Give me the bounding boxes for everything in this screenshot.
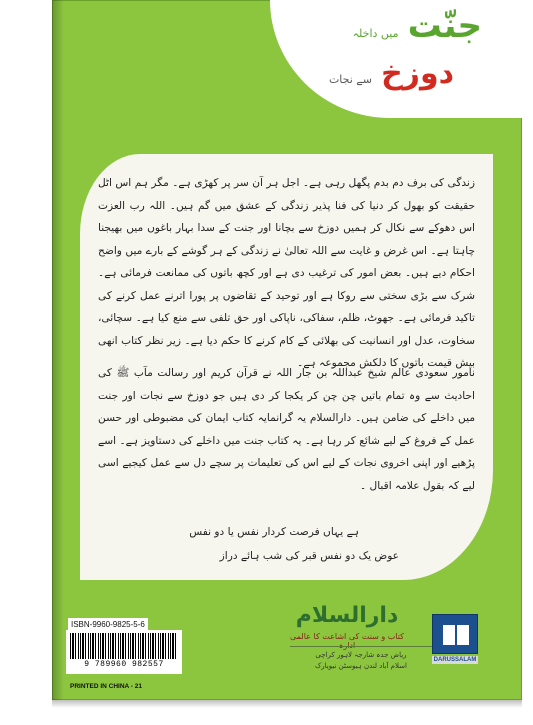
barcode-bars: [70, 633, 178, 659]
title-line-2: [329, 56, 454, 91]
title-dozakh: دوزخ: [381, 56, 454, 91]
title-jannat-suffix: میں داخلہ: [352, 27, 399, 40]
blurb-paragraph-1: زندگی کی برف دم بدم پگھل رہی ہے۔ اجل ہر آن سر پر کھڑی ہے۔ مگر ہم اس اٹل حقیقت کو بھول کر دنیا کی فنا پذیر زندگی کے عشق میں گم ہیں۔ اللہ رب العزت اس دھوکے سے نکال کر ہمیں دوزخ سے بچانا اور جنت کے سدا بہار باغوں میں بھیجنا چاہتا ہے۔ اس غرض و غایت سے اللہ تعالیٰ نے زندگی کے ہر گوشے کے بارے میں واضح احکام دیے ہیں۔ بعض امور کی ترغیب دی ہے اور کچھ باتوں کی ممانعت فرمائی ہے۔ شرک سے بڑی سختی سے روکا ہے اور توحید کے تقاضوں پر پورا اترنے عمل کرنے کی تاکید فرمائی ہے۔ جھوٹ، ظلم، سفاکی، ناپاکی اور حق تلفی سے منع کیا ہے۔ سچائی، سخاوت، عدل اور انسانیت کی بھلائی کے کام کرنے کا حکم دیا ہے۔ زیر نظر کتاب انھی بیش قیمت باتوں کا دلکش مجموعہ ہے۔: [98, 177, 475, 369]
title-dozakh-suffix: سے نجات: [328, 73, 372, 86]
publisher-logo: [432, 614, 478, 672]
logo-text: DARUSSALAM: [433, 657, 477, 663]
verse-line-1: ہے یہاں فرصت کردار نفس یا دو نفس: [189, 526, 359, 538]
publisher-cities-2: اسلام آباد لندن ہیوسٹن نیویارک: [315, 662, 407, 670]
logo-emblem: [432, 614, 478, 654]
book-icon: [443, 625, 469, 645]
barcode: [66, 630, 182, 674]
spine-shadow: [52, 0, 64, 700]
printed-in: PRINTED IN CHINA - 21: [70, 683, 142, 690]
blurb-panel: [80, 154, 493, 580]
verse-line-2: عوض یک دو نفس قبر کی شب ہائے دراز: [219, 550, 399, 562]
isbn-label: ISBN-9960-9825-5-6: [68, 618, 148, 631]
bottom-shadow: [52, 700, 522, 708]
barcode-number: 9 789960 982557: [84, 660, 164, 669]
publisher-name: دارالسلام: [295, 603, 399, 628]
blurb-paragraph-2: نامور سعودی عالم شیخ عبداللہ بن جار اللہ نے قرآن کریم اور رسالت مآب ﷺ کی احادیث سے وہ تمام باتیں چن چن کر یکجا کر دی ہیں جو دوزخ سے نجات اور جنت میں داخلے کی ضامن ہیں۔ دارالسلام یہ گرانمایہ کتاب ایمان کی مضبوطی اور حسن عمل کے فروغ کے لیے شائع کر رہا ہے۔ یہ کتاب جنت میں داخلے کی دستاویز ہے۔ اسے پڑھیے اور اپنی اخروی نجات کے لیے اس کی تعلیمات پر سچے دل سے عمل کیجیے اسی لیے کہ بقول علامہ اقبال ۔: [98, 367, 475, 492]
title-jannat: جنّت: [407, 6, 482, 46]
title-line-1: [353, 6, 482, 46]
publisher-cities-1: ریاض جدہ شارجہ لاہور کراچی: [315, 651, 407, 659]
publisher-tagline: کتاب و سنت کی اشاعت کا عالمی: [290, 632, 404, 641]
